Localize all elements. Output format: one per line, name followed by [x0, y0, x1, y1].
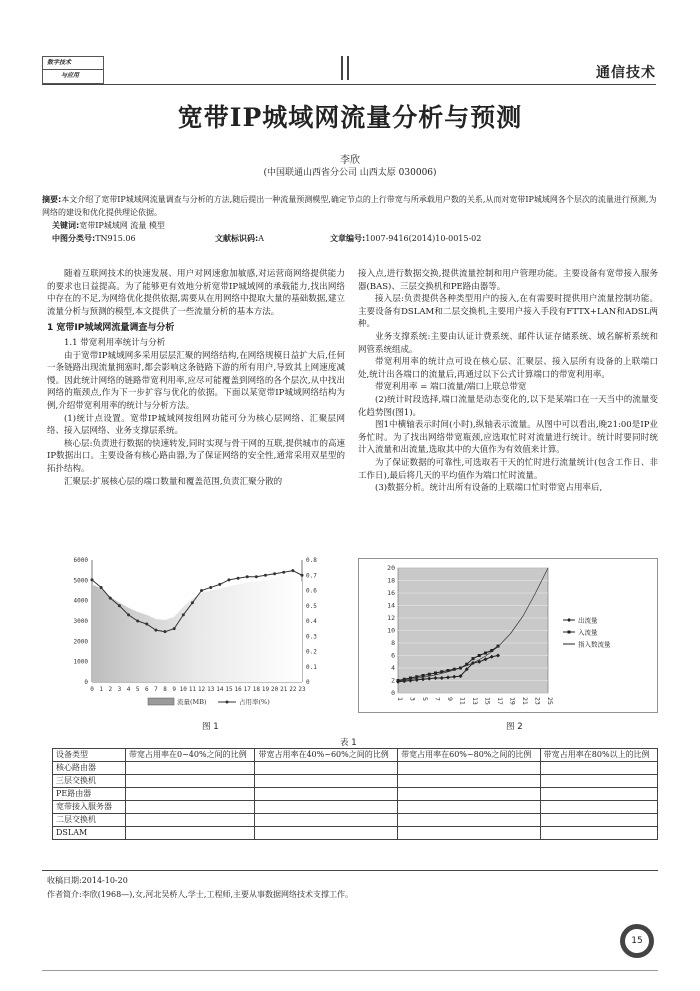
header-bar — [341, 56, 343, 80]
x-tick-label: 23 — [533, 697, 542, 705]
legend-label: 占用率(%) — [239, 698, 270, 706]
document-code — [215, 232, 264, 245]
y-tick-label: 16 — [387, 589, 395, 597]
utilization-point — [109, 597, 112, 600]
x-tick-label: 3 — [117, 686, 122, 693]
formula: 带宽利用率 = 端口流量/端口上联总带宽 — [375, 382, 527, 393]
utilization-point — [246, 575, 249, 578]
y-left-tick-label: 0 — [84, 679, 88, 686]
x-tick-label: 20 — [270, 686, 279, 693]
utilization-point — [136, 620, 139, 623]
received-date: 收稿日期:2014-10-20 — [47, 876, 128, 885]
table-row — [53, 801, 658, 814]
doccode-label: 文献标识码: — [215, 234, 259, 243]
paragraph: (3)数据分析。统计出所有设备的上联端口忙时带宽占用率后, — [375, 483, 603, 494]
utilization-point — [200, 589, 203, 592]
y-tick-label: 20 — [387, 564, 395, 572]
x-tick-label: 11 — [458, 697, 467, 705]
y-left-tick-label: 3000 — [73, 618, 88, 625]
table-row — [53, 775, 658, 788]
subsection-heading: 1.1 带宽利用率统计与分析 — [64, 337, 166, 348]
paragraph: 带宽利用率的统计点可设在核心层、汇聚层、接入层所有设备的上联端口处,统计出各端口的流量后,再通过以下公式计算端口的带宽利用率。 — [358, 357, 658, 380]
artno-value: 1007-9416(2014)10-0015-02 — [365, 234, 482, 243]
x-tick-label: 6 — [144, 686, 149, 693]
table-cell: PE路由器 — [53, 788, 126, 801]
series-point — [472, 657, 475, 660]
keywords-text: 宽带IP城域网 流量 模型 — [79, 221, 165, 230]
x-tick-label: 25 — [546, 697, 554, 705]
utilization-point — [301, 574, 304, 577]
paragraph: 接入层:负责提供各种类型用户的接入,在有需要时提供用户流量控制功能。主要设备有DSLAM和二层交换机,主要用户接入手段有FTTX+LAN和ADSL两种。 — [358, 294, 658, 330]
bottom-rule — [42, 970, 658, 971]
x-tick-label: 21 — [521, 697, 529, 705]
x-tick-label: 7 — [433, 697, 442, 701]
x-tick-label: 15 — [483, 697, 492, 705]
table-row — [53, 788, 658, 801]
x-tick-label: 9 — [172, 686, 176, 693]
y-right-tick-label: 0 — [306, 679, 310, 686]
utilization-point — [264, 574, 267, 577]
utilization-point — [100, 586, 103, 589]
legend-label: 入流量 — [578, 628, 598, 637]
x-tick-label: 14 — [216, 686, 224, 693]
y-tick-label: 6 — [391, 651, 395, 660]
logo-line2: 与应用 — [61, 72, 80, 79]
table-cell: 三层交换机 — [53, 775, 126, 788]
table-header-cell: 带宽占用率在40%~60%之间的比例 — [255, 749, 398, 762]
y-right-tick-label: 0.4 — [306, 618, 317, 625]
legend-label: 指入数流量 — [578, 640, 611, 649]
utilization-point — [282, 571, 285, 574]
utilization-point — [255, 575, 258, 578]
table-header-cell: 带宽占用率在60%~80%之间的比例 — [398, 749, 541, 762]
y-tick-label: 12 — [387, 614, 395, 622]
x-tick-label: 15 — [225, 686, 233, 693]
y-right-tick-label: 0.6 — [306, 587, 317, 595]
y-tick-label: 2 — [391, 676, 395, 685]
utilization-point — [218, 583, 221, 586]
x-tick-label: 1 — [396, 697, 404, 701]
x-tick-label: 23 — [298, 686, 306, 693]
table-cell: 宽带接入服务器 — [53, 801, 126, 814]
paragraph: (2)统计时段选择,端口流量是动态变化的,以下是某端口在一天当中的流量变化趋势图(图1)。 — [358, 394, 658, 418]
paragraph: (1)统计点设置。宽带IP城域网按组网功能可分为核心层网络、汇聚层网络、接入层网络、业务支撑层系统。 — [47, 413, 345, 437]
figure-2-caption: 图 2 — [506, 722, 523, 732]
utilization-point — [291, 569, 294, 572]
paragraph: 图1中横轴表示时间(小时),纵轴表示流量。从图中可以看出,晚21:00是IP业务忙时。为了找出网络带宽瓶颈,应选取忙时对流量进行统计。统计时要同时统计入流量和出流量,选取其中的大值作为有效值来计算。 — [358, 420, 658, 456]
x-tick-label: 3 — [408, 697, 417, 701]
utilization-point — [91, 578, 94, 581]
utilization-point — [191, 601, 194, 604]
article-number — [330, 232, 481, 245]
utilization-point — [127, 613, 130, 616]
legend-swatch-area — [148, 698, 174, 705]
x-tick-label: 12 — [197, 686, 206, 693]
abstract-text: 本文介绍了宽带IP城域网流量调查与分析的方法,随后提出一种流量预测模型,确定节点的上行带宽与所承载用户数的关系,从而对宽带IP城域网各个层次的流量进行预测,为网络的建设和优化提供理论依据。 — [42, 195, 657, 217]
x-tick-label: 4 — [126, 686, 131, 693]
y-left-tick-label: 5000 — [73, 577, 88, 585]
y-tick-label: 18 — [387, 576, 395, 585]
keywords — [52, 219, 165, 232]
utilization-point — [273, 572, 276, 575]
y-right-tick-label: 0.2 — [306, 648, 317, 656]
utilization-point — [237, 577, 240, 580]
y-tick-label: 4 — [391, 664, 395, 672]
y-tick-label: 14 — [387, 601, 395, 610]
header-rule — [42, 84, 656, 85]
x-tick-label: 17 — [243, 686, 251, 693]
y-left-tick-label: 2000 — [73, 638, 88, 646]
x-tick-label: 1 — [99, 686, 103, 693]
series-point — [415, 675, 418, 678]
x-tick-label: 5 — [421, 697, 429, 701]
clc-label: 中图分类号: — [52, 234, 96, 243]
y-tick-label: 8 — [391, 639, 395, 647]
paragraph: 核心层:负责进行数据的快速转发,同时实现与骨干网的互联,提供城市的高速IP数据出口。主要设备有核心路由器,为了保证网络的安全性,通常采用双星型的拓扑结构。 — [47, 438, 345, 474]
table-row — [53, 762, 658, 775]
series-point — [478, 654, 481, 657]
utilization-point — [227, 578, 230, 581]
x-tick-label: 13 — [471, 697, 479, 705]
x-tick-label: 11 — [188, 686, 197, 693]
clc-value: TN915.06 — [95, 234, 136, 243]
page-number: 15 — [631, 936, 643, 946]
x-tick-label: 16 — [234, 686, 242, 693]
right-column — [358, 268, 658, 495]
affiliation: (中国联通山西省分公司 山西太原 030006) — [263, 168, 437, 178]
legend-marker — [568, 631, 571, 634]
clc-number — [52, 232, 136, 245]
x-tick-label: 8 — [163, 686, 167, 693]
paragraph: 接入点,进行数据交换,提供流量控制和用户管理功能。主要设备有宽带接入服务器(BAS)、三层交换机和PE路由器等。 — [358, 269, 658, 292]
table-cell: 二层交换机 — [53, 814, 126, 827]
table-cell: DSLAM — [53, 827, 126, 840]
legend-marker — [226, 701, 229, 704]
x-tick-label: 19 — [508, 697, 517, 705]
article-title: 宽带IP城域网流量分析与预测 — [177, 103, 523, 132]
flow-area — [92, 575, 302, 682]
y-right-tick-label: 0.8 — [306, 557, 317, 564]
y-tick-label: 10 — [387, 626, 395, 635]
x-tick-label: 0 — [90, 686, 94, 693]
utilization-point — [118, 604, 121, 607]
y-right-tick-label: 0.3 — [306, 633, 317, 641]
paragraph: 随着互联网技术的快速发展、用户对网速愈加敏感,对运营商网络提供能力的要求也日益提高。为了能够更有效地分析宽带IP城域网的承载能力,找出网络中存在的不足,为网络优化提供依据,需要从在用网络中提取大量的基础数据,建立流量分析与预测的模型,本文提供了一些流量分析的基本方法。 — [47, 269, 345, 317]
figure-2-chart — [358, 558, 658, 713]
table-cell: 核心路由器 — [53, 762, 126, 775]
series-point — [428, 673, 431, 676]
utilization-point — [145, 623, 148, 626]
series-point — [434, 672, 437, 675]
figure-1-chart — [40, 552, 335, 714]
table-header-cell: 设备类型 — [53, 749, 126, 762]
series-point — [397, 679, 400, 682]
column-title: 通信技术 — [596, 65, 656, 81]
keywords-label: 关键词: — [52, 221, 80, 230]
table-1 — [52, 748, 658, 840]
utilization-point — [173, 627, 176, 630]
series-point — [484, 652, 487, 655]
paragraph: 汇聚层:扩展核心层的端口数量和覆盖范围,负责汇聚分散的 — [64, 476, 283, 487]
y-right-tick-label: 0.7 — [306, 572, 317, 580]
utilization-point — [154, 629, 157, 632]
section-heading: 1 宽带IP城域网流量调查与分析 — [47, 323, 175, 334]
figure-1-caption: 图 1 — [202, 722, 219, 732]
legend-label: 出流量 — [578, 616, 598, 625]
table-row — [53, 814, 658, 827]
x-tick-label: 19 — [261, 686, 270, 693]
footnote-rule — [42, 870, 658, 871]
table-1-caption: 表 1 — [340, 738, 357, 748]
y-right-tick-label: 0.1 — [306, 663, 317, 671]
y-tick-label: 0 — [391, 689, 395, 697]
y-left-tick-label: 6000 — [73, 557, 88, 564]
x-tick-label: 2 — [108, 686, 113, 693]
x-tick-label: 13 — [207, 686, 215, 693]
paragraph: 业务支撑系统:主要由认证计费系统、邮件认证存储系统、域名解析系统和网管系统组成。 — [358, 331, 658, 355]
doccode-value: A — [258, 234, 264, 243]
artno-label: 文章编号: — [330, 234, 366, 243]
author-bio: 作者简介:李欣(1968—),女,河北吴桥人,学士,工程师,主要从事数据网络技术支撑工作。 — [47, 890, 354, 899]
utilization-point — [209, 586, 212, 589]
x-tick-label: 5 — [135, 686, 140, 693]
left-column — [47, 268, 345, 488]
abstract-label: 摘要: — [42, 195, 62, 204]
header-bar — [347, 56, 349, 80]
x-tick-label: 22 — [289, 686, 297, 693]
x-tick-label: 7 — [154, 686, 158, 693]
abstract — [42, 193, 658, 219]
paragraph: 为了保证数据的可靠性,可选取若干天的忙时进行流量统计(包含工作日、非工作日),最后将几天的平均值作为端口忙时流量。 — [358, 457, 658, 481]
x-tick-label: 17 — [496, 697, 504, 705]
x-tick-label: 10 — [179, 686, 187, 693]
y-left-tick-label: 1000 — [73, 658, 88, 666]
utilization-point — [182, 613, 185, 616]
utilization-point — [164, 630, 167, 633]
x-tick-label: 9 — [446, 697, 454, 701]
x-tick-label: 18 — [252, 686, 260, 693]
x-tick-label: 21 — [280, 686, 288, 693]
table-row — [53, 827, 658, 840]
paragraph: 由于宽带IP城域网多采用层层汇聚的网络结构,在网络规模日益扩大后,任何一条链路出现流量拥塞时,都会影响这条链路下游的所有用户,导致其上网速度减慢。因此统计网络的链路带宽利用率,应尽可能覆盖到网络的各个层次,从中找出网络的瓶颈点,作为下一步扩容与优化的依据。下面以某宽带IP城域网络结构为例,介绍带宽利用率的统计与分析方法。 — [47, 350, 345, 411]
table-header-cell: 带宽占用率在0~40%之间的比例 — [126, 749, 255, 762]
journal-logo — [42, 56, 104, 84]
y-right-tick-label: 0.5 — [306, 602, 317, 610]
logo-line1: 数字技术 — [47, 59, 72, 66]
y-left-tick-label: 4000 — [73, 597, 88, 605]
table-header-row — [53, 749, 658, 762]
legend-label: 流量(MB) — [177, 698, 207, 706]
page-number-badge — [620, 924, 654, 958]
series-point — [422, 674, 425, 677]
author: 李欣 — [340, 155, 360, 166]
table-header-cell: 带宽占用率在80%以上的比例 — [540, 749, 657, 762]
